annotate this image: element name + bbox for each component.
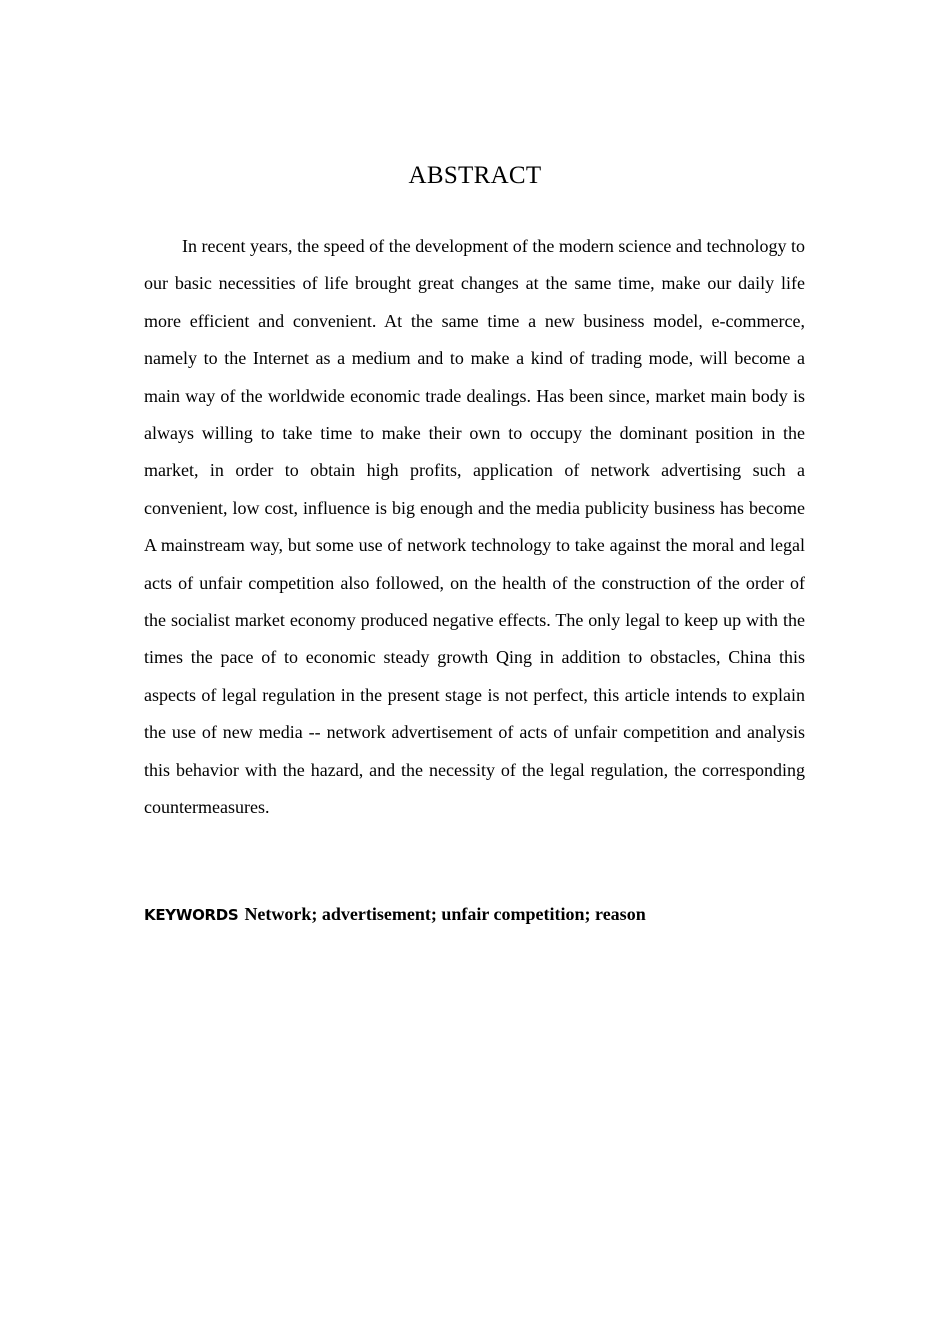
abstract-body: In recent years, the speed of the development of the modern science and technology to our basic necessities of life brought great changes at the same time, make our daily life more efficient and convenient. At the same time a new business model, e-commerce, namely to the Internet as a medium and to make a kind of trading mode, will become a main way of the worldwide economic trade dealings. Has been since, market main body is always willing to take time to make their own to occupy the dominant position in the market, in order to obtain high profits, application of network advertising such a convenient, low cost, influence is big enough and the media publicity business has become A mainstream way, but some use of network technology to take against the moral and legal acts of unfair competition also followed, on the health of the construction of the order of the socialist market economy produced negative effects. The only legal to keep up with the times the pace of to economic steady growth Qing in addition to obstacles, China this aspects of legal regulation in the present stage is not perfect, this article intends to explain the use of new media -- network advertisement of acts of unfair competition and analysis this behavior with the hazard, and the necessity of the legal regulation, the corresponding countermeasures.	[144, 236, 805, 818]
keywords-value: Network; advertisement; unfair competition; reason	[244, 904, 646, 924]
keywords-label: KEYWORDS	[144, 906, 239, 924]
keywords-line	[144, 904, 805, 925]
abstract-title: ABSTRACT	[408, 162, 542, 189]
